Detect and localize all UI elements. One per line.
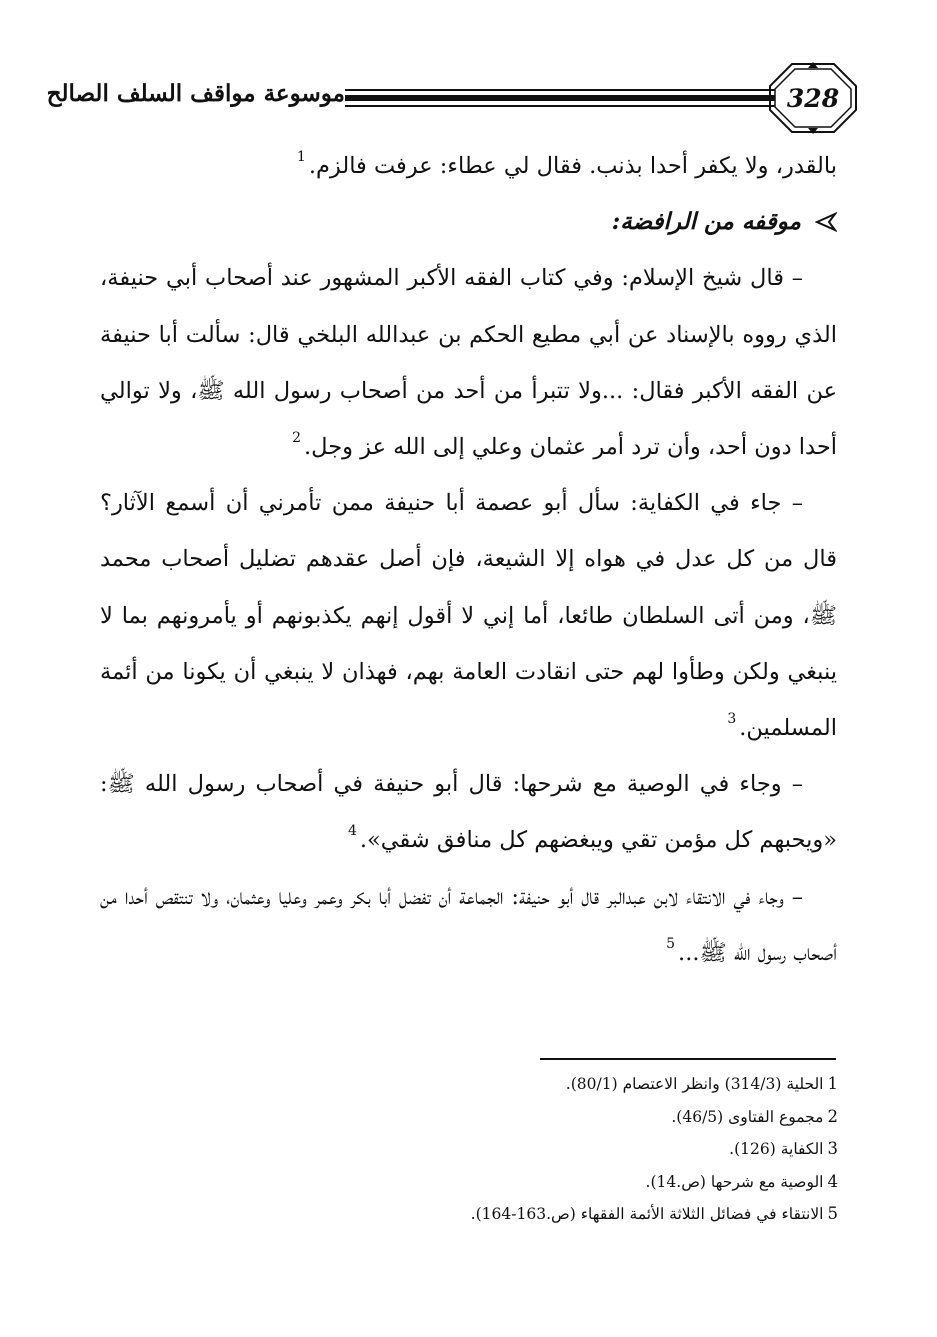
paragraph: – قال شيخ الإسلام: وفي كتاب الفقه الأكبر المشهور عند أصحاب أبي حنيفة، الذي رووه بالإسناد عن أبي مطيع الحكم بن عبدالله البلخي قال: سألت أبا حنيفة عن الفقه الأكبر فقال: ...ولا تتبرأ من أحد من أصحاب رسول الله ﷺ، ولا توالي أحدا دون أحد، وأن ترد أمر عثمان وعلي إلى الله عز وجل.$^2$ — [100, 265, 837, 461]
footnote-ref[interactable]: 2 — [292, 430, 302, 447]
main-text — [100, 138, 837, 981]
paragraph: – جاء في الكفاية: سأل أبو عصمة أبا حنيفة ممن تأمرني أن أسمع الآثار؟ قال من كل عدل في هواه إلا الشيعة، فإن أصل عقدهم تضليل أصحاب محمد ﷺ، ومن أتى السلطان طائعا، أما إني لا أقول إنهم يكذبونهم أو يأمرونهم بما لا ينبغي ولكن وطأوا لهم حتى انقادت العامة بهم، فهذان لا ينبغي أن يكونا من أئمة المسلمين.$^3$ — [100, 490, 837, 742]
header-rule — [345, 89, 775, 111]
footnote-text: مجموع الفتاوى (46/5). — [671, 1107, 824, 1126]
footnote-number: 3 — [827, 1139, 838, 1158]
footnote-ref[interactable]: 5 — [666, 935, 676, 952]
paragraph: – وجاء في الانتقاء لابن عبدالبر قال أبو حنيفة: الجماعة أن تفضل أبا بكر وعمر وعليا وعثمان، ولا تنتقص أحدا من أصحاب رسول الله ﷺ...$^5$ — [100, 883, 837, 966]
footnote-separator — [540, 1058, 836, 1060]
page-header — [46, 62, 858, 134]
footnote-text: الحلية (314/3) وانظر الاعتصام (80/1). — [565, 1075, 824, 1093]
continuation-line: بالقدر، ولا يكفر أحدا بذنب. فقال لي عطاء: عرفت فالزم.$^1$ — [296, 149, 837, 179]
footnote-text: الوصية مع شرحها (ص.14). — [645, 1172, 824, 1191]
footnote-number: 4 — [827, 1171, 838, 1191]
footnote-text: الانتقاء في فضائل الثلاثة الأئمة الفقهاء (ص.163-164). — [470, 1205, 824, 1223]
running-title: موسوعة مواقف السلف الصالح — [46, 80, 345, 107]
footnote-ref[interactable]: 3 — [727, 711, 737, 728]
footnote — [300, 1198, 838, 1231]
page-number-badge — [768, 62, 858, 134]
footnotes — [300, 1068, 838, 1231]
arrowhead-bullet-icon — [815, 211, 837, 233]
footnote — [300, 1166, 838, 1199]
footnote-number: 1 — [827, 1074, 838, 1093]
footnote — [300, 1068, 838, 1101]
section-heading: موقفه من الرافضة: — [100, 194, 837, 250]
footnote-number: 2 — [827, 1106, 838, 1126]
footnote — [300, 1101, 838, 1134]
footnote-text: الكفاية (126). — [729, 1140, 824, 1158]
page-number: 328 — [786, 83, 840, 113]
paragraph: – وجاء في الوصية مع شرحها: قال أبو حنيفة في أصحاب رسول الله ﷺ: «ويحبهم كل مؤمن تقي ويبغضهم كل منافق شقي».$^4$ — [100, 771, 837, 854]
footnote-number: 5 — [827, 1204, 838, 1223]
footnote-ref[interactable]: 1 — [296, 149, 306, 165]
footnote-ref[interactable]: 4 — [347, 823, 357, 840]
footnote — [300, 1133, 838, 1166]
